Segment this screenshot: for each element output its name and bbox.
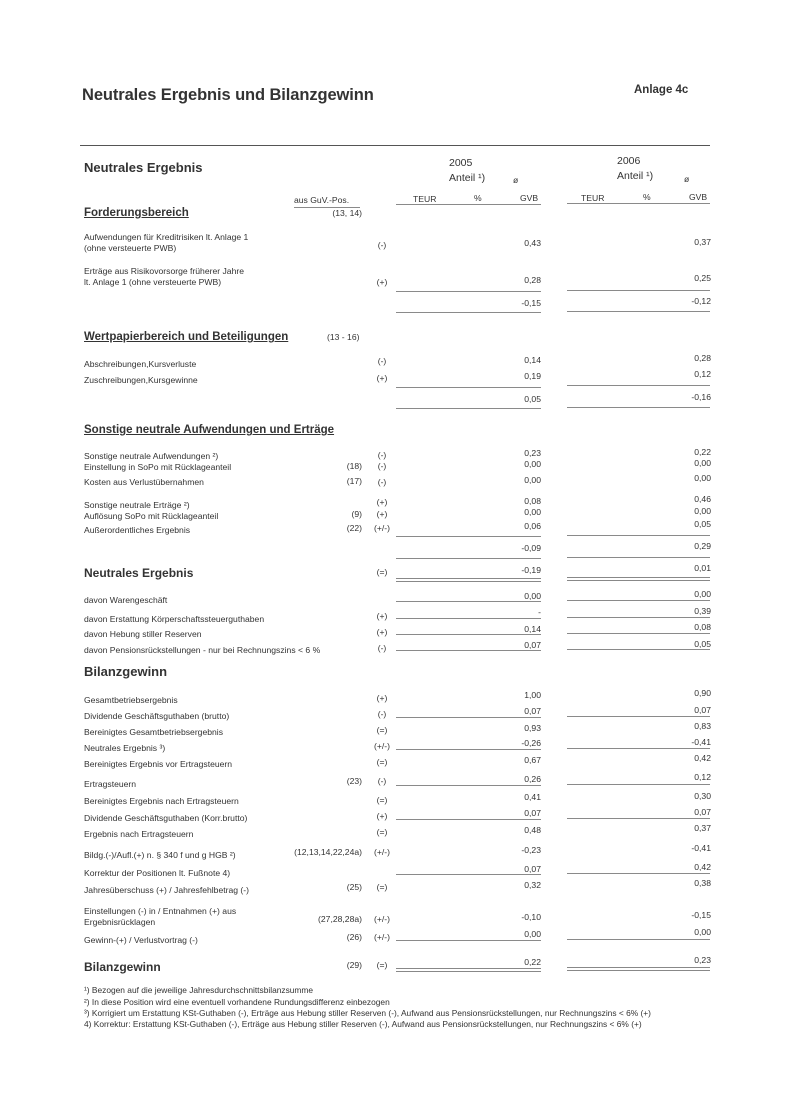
appendix-label: Anlage 4c [634, 84, 689, 96]
row-label: davon Hebung stiller Reserven [84, 629, 202, 639]
row-label: Einstellung in SoPo mit Rücklageanteil [84, 462, 232, 472]
value-2005: 0,41 [524, 792, 541, 802]
sonstige-total-2005: -0,09 [521, 543, 541, 553]
total-rule [396, 408, 541, 409]
share-label-2006: Anteil ¹) [617, 170, 654, 182]
row-sign: (+) [376, 277, 388, 287]
row-label: Jahresüberschuss (+) / Jahresfehlbetrag (-) [84, 885, 250, 895]
row-sign: (+) [376, 627, 388, 637]
footnote-3: ³) Korrigiert um Erstattung KSt-Guthaben (-), Erträge aus Hebung stiller Reserven (-), Aufwand aus Pensionsrückstellungen, nur Rechnungszins < 6% (+) [84, 1008, 651, 1018]
value-2005: -0,23 [521, 845, 541, 855]
value-2005: 0,07 [524, 706, 541, 716]
footnote-2: ²) In diese Position wird eine eventuell vorhandene Rundungsdifferenz einbezogen [84, 997, 390, 1007]
value-2006: 0,42 [694, 862, 711, 872]
value-2005: 0,28 [524, 275, 541, 285]
row-sign: (-) [377, 450, 387, 460]
double-rule [396, 578, 541, 582]
share-label-2005: Anteil ¹) [449, 172, 486, 184]
value-2006: -0,41 [691, 843, 711, 853]
value-2006: 0,00 [694, 506, 711, 516]
row-label: Auflösung SoPo mit Rücklageanteil [84, 511, 219, 521]
row-rule [567, 818, 710, 819]
row-label: Sonstige neutrale Aufwendungen ²) [84, 451, 219, 461]
col-teur-2005: TEUR [413, 194, 437, 204]
value-2005: 0,00 [524, 507, 541, 517]
page-title: Neutrales Ergebnis und Bilanzgewinn [82, 86, 374, 104]
row-label: davon Pensionsrückstellungen - nur bei Rechnungszins < 6 % [84, 645, 321, 655]
forderungsbereich-total-2006: -0,12 [691, 296, 711, 306]
value-2006: -0,41 [691, 737, 711, 747]
row-pos: (23) [346, 776, 362, 786]
total-rule [567, 311, 710, 312]
row-rule [567, 873, 710, 874]
subtotal-rule [396, 387, 541, 388]
wertpapier-total-2006: -0,16 [691, 392, 711, 402]
value-2006: 0,00 [694, 473, 711, 483]
value-2006: 0,39 [694, 606, 711, 616]
row-label: Bereinigtes Ergebnis nach Ertragsteuern [84, 796, 239, 806]
value-2005: 0,26 [524, 774, 541, 784]
row-sign: (+/-) [374, 847, 390, 857]
value-2005: 0,00 [524, 591, 541, 601]
value-2005: 1,00 [524, 690, 541, 700]
forderungsbereich-heading: Forderungsbereich [84, 207, 189, 219]
total-rule [396, 558, 541, 559]
row-sign: (=) [376, 795, 388, 805]
row-pos: (9) [351, 509, 362, 519]
row-sign: (+/-) [374, 741, 390, 751]
col-teur-2006: TEUR [581, 193, 605, 203]
value-2006: 0,00 [694, 927, 711, 937]
row-sign: (=) [376, 960, 388, 970]
value-2005: 0,14 [524, 355, 541, 365]
forderungsbereich-pos: (13, 14) [332, 208, 362, 218]
subtotal-rule [567, 535, 710, 536]
value-2005: 0,00 [524, 475, 541, 485]
bilanzgewinn-total-2005: 0,22 [524, 957, 541, 967]
value-2006: 0,38 [694, 878, 711, 888]
value-2005: 0,00 [524, 459, 541, 469]
col-pct-2006: % [643, 192, 651, 202]
row-label: Einstellungen (-) in / Entnahmen (+) aus [84, 906, 237, 916]
row-sign: (-) [377, 356, 387, 366]
row-label: Ergebnisrücklagen [84, 917, 156, 927]
value-2005: 0,32 [524, 880, 541, 890]
row-label: Bereinigtes Gesamtbetriebsergebnis [84, 727, 224, 737]
row-label: lt. Anlage 1 (ohne versteuerte PWB) [84, 277, 222, 287]
row-sign: (+) [376, 373, 388, 383]
row-rule [567, 617, 710, 618]
row-sign: (+) [376, 611, 388, 621]
value-2005: -0,26 [521, 738, 541, 748]
value-2005: 0,43 [524, 238, 541, 248]
col-gvb-2006: GVB [689, 192, 708, 202]
row-label: Zuschreibungen,Kursgewinne [84, 375, 198, 385]
bilanzgewinn-total-2006: 0,23 [694, 955, 711, 965]
double-rule [567, 967, 710, 971]
row-rule [396, 785, 541, 786]
value-2005: 0,23 [524, 448, 541, 458]
neutrales-total-2005: -0,19 [521, 565, 541, 575]
row-sign: (+/-) [374, 523, 390, 533]
row-label: Dividende Geschäftsguthaben (brutto) [84, 711, 230, 721]
neutrales-ergebnis-heading: Neutrales Ergebnis [84, 566, 194, 580]
row-sign: (=) [376, 882, 388, 892]
sonstige-heading: Sonstige neutrale Aufwendungen und Erträge [84, 424, 335, 436]
row-rule [396, 717, 541, 718]
row-rule [396, 618, 541, 619]
row-pos: (25) [346, 882, 362, 892]
bilanzgewinn-total-label: Bilanzgewinn [84, 960, 161, 974]
row-rule [567, 633, 710, 634]
forderungsbereich-total-2005: -0,15 [521, 298, 541, 308]
row-sign: (-) [377, 461, 387, 471]
subtotal-rule [396, 536, 541, 537]
row-label: Ergebnis nach Ertragsteuern [84, 829, 194, 839]
sonstige-total-2006: 0,29 [694, 541, 711, 551]
row-label: Sonstige neutrale Erträge ²) [84, 500, 190, 510]
bilanzgewinn-heading: Bilanzgewinn [84, 664, 168, 679]
row-rule [567, 748, 710, 749]
row-pos: (26) [346, 932, 362, 942]
row-rule [396, 634, 541, 635]
row-sign: (-) [377, 709, 387, 719]
subtotal-rule [567, 290, 710, 291]
row-pos: (29) [346, 960, 362, 970]
wertpapier-heading: Wertpapierbereich und Beteiligungen [84, 331, 289, 343]
row-label: Ertragsteuern [84, 779, 137, 789]
neutrales-total-2006: 0,01 [694, 563, 711, 573]
row-label: Neutrales Ergebnis ³) [84, 743, 166, 753]
row-sign: (+) [376, 811, 388, 821]
row-sign: (=) [376, 827, 388, 837]
row-rule [396, 940, 541, 941]
row-rule [567, 716, 710, 717]
row-sign: (+/-) [374, 932, 390, 942]
row-label: Abschreibungen,Kursverluste [84, 359, 197, 369]
source-col-header: aus GuV.-Pos. [294, 195, 350, 205]
value-2005: 0,93 [524, 723, 541, 733]
row-rule [396, 874, 541, 875]
row-label: Erträge aus Risikovorsorge früherer Jahre [84, 266, 245, 276]
value-2005: 0,07 [524, 864, 541, 874]
double-rule [567, 577, 710, 581]
value-2005: 0,00 [524, 929, 541, 939]
value-2005: 0,19 [524, 371, 541, 381]
row-label: Gesamtbetriebsergebnis [84, 695, 178, 705]
row-rule [567, 939, 710, 940]
row-rule [396, 819, 541, 820]
row-sign: (=) [376, 725, 388, 735]
value-2006: 0,46 [694, 494, 711, 504]
row-sign: (=) [376, 567, 388, 577]
row-label: Korrektur der Positionen lt. Fußnote 4) [84, 868, 231, 878]
value-2006: 0,00 [694, 458, 711, 468]
row-rule [567, 600, 710, 601]
value-2006: 0,37 [694, 237, 711, 247]
row-sign: (+) [376, 509, 388, 519]
value-2005: - [538, 607, 541, 617]
subtotal-rule [567, 385, 710, 386]
value-2006: -0,15 [691, 910, 711, 920]
total-rule [396, 312, 541, 313]
value-2005: 0,48 [524, 825, 541, 835]
row-pos: (22) [346, 523, 362, 533]
year-2005: 2005 [449, 157, 473, 169]
value-2006: 0,30 [694, 791, 711, 801]
value-2006: 0,05 [694, 519, 711, 529]
footnote-1: ¹) Bezogen auf die jeweilige Jahresdurchschnittsbilanzsumme [84, 985, 314, 995]
subtotal-rule [396, 291, 541, 292]
total-rule [567, 557, 710, 558]
row-sign: (+) [376, 497, 388, 507]
total-rule [567, 407, 710, 408]
value-2005: -0,10 [521, 912, 541, 922]
avg-symbol-2006: ø [684, 174, 690, 184]
value-2006: 0,22 [694, 447, 711, 457]
value-2006: 0,07 [694, 807, 711, 817]
value-2006: 0,12 [694, 369, 711, 379]
value-2005: 0,06 [524, 521, 541, 531]
col-rule-2006 [567, 203, 710, 204]
col-rule-2005 [396, 204, 541, 205]
footnote-4: 4) Korrektur: Erstattung KSt-Guthaben (-), Erträge aus Hebung stiller Reserven (-), Aufwand aus Pensionsrückstellungen, nur Rechnungszins < 6% (+) [84, 1019, 642, 1029]
row-pos: (17) [346, 476, 362, 486]
row-label: davon Warengeschäft [84, 595, 168, 605]
row-label: Dividende Geschäftsguthaben (Korr.brutto) [84, 813, 248, 823]
avg-symbol-2005: ø [513, 175, 519, 185]
row-label: Außerordentliches Ergebnis [84, 525, 191, 535]
col-gvb-2005: GVB [520, 193, 539, 203]
row-label: Gewinn-(+) / Verlustvortrag (-) [84, 935, 198, 945]
row-rule [567, 784, 710, 785]
value-2006: 0,12 [694, 772, 711, 782]
row-sign: (+/-) [374, 914, 390, 924]
row-sign: (-) [377, 643, 387, 653]
row-pos: (12,13,14,22,24a) [294, 847, 362, 857]
row-sign: (+) [376, 693, 388, 703]
wertpapier-pos: (13 - 16) [327, 332, 360, 342]
row-label: Kosten aus Verlustübernahmen [84, 477, 204, 487]
value-2005: 0,14 [524, 624, 541, 634]
header-divider [80, 145, 710, 146]
value-2006: 0,07 [694, 705, 711, 715]
value-2006: 0,25 [694, 273, 711, 283]
year-2006: 2006 [617, 155, 641, 167]
value-2006: 0,42 [694, 753, 711, 763]
value-2006: 0,90 [694, 688, 711, 698]
col-pct-2005: % [474, 193, 482, 203]
row-rule [567, 649, 710, 650]
value-2005: 0,08 [524, 496, 541, 506]
row-sign: (=) [376, 757, 388, 767]
value-2005: 0,07 [524, 640, 541, 650]
row-label: Bildg.(-)/Aufl.(+) n. § 340 f und g HGB ²) [84, 850, 236, 860]
row-sign: (-) [377, 240, 387, 250]
value-2006: 0,28 [694, 353, 711, 363]
value-2006: 0,83 [694, 721, 711, 731]
value-2006: 0,08 [694, 622, 711, 632]
row-label: Aufwendungen für Kreditrisiken lt. Anlage 1 [84, 232, 249, 242]
row-pos: (18) [346, 461, 362, 471]
row-pos: (27,28,28a) [318, 914, 362, 924]
row-label: (ohne versteuerte PWB) [84, 243, 177, 253]
double-rule [396, 968, 541, 972]
row-sign: (-) [377, 477, 387, 487]
row-label: davon Erstattung Körperschaftssteuerguthaben [84, 614, 265, 624]
value-2005: 0,67 [524, 755, 541, 765]
row-rule [396, 601, 541, 602]
value-2006: 0,37 [694, 823, 711, 833]
section-title-neutrales-ergebnis: Neutrales Ergebnis [84, 160, 203, 175]
value-2006: 0,05 [694, 639, 711, 649]
row-sign: (-) [377, 776, 387, 786]
row-label: Bereinigtes Ergebnis vor Ertragsteuern [84, 759, 233, 769]
value-2006: 0,00 [694, 589, 711, 599]
row-rule [396, 749, 541, 750]
row-rule [396, 650, 541, 651]
value-2005: 0,07 [524, 808, 541, 818]
wertpapier-total-2005: 0,05 [524, 394, 541, 404]
